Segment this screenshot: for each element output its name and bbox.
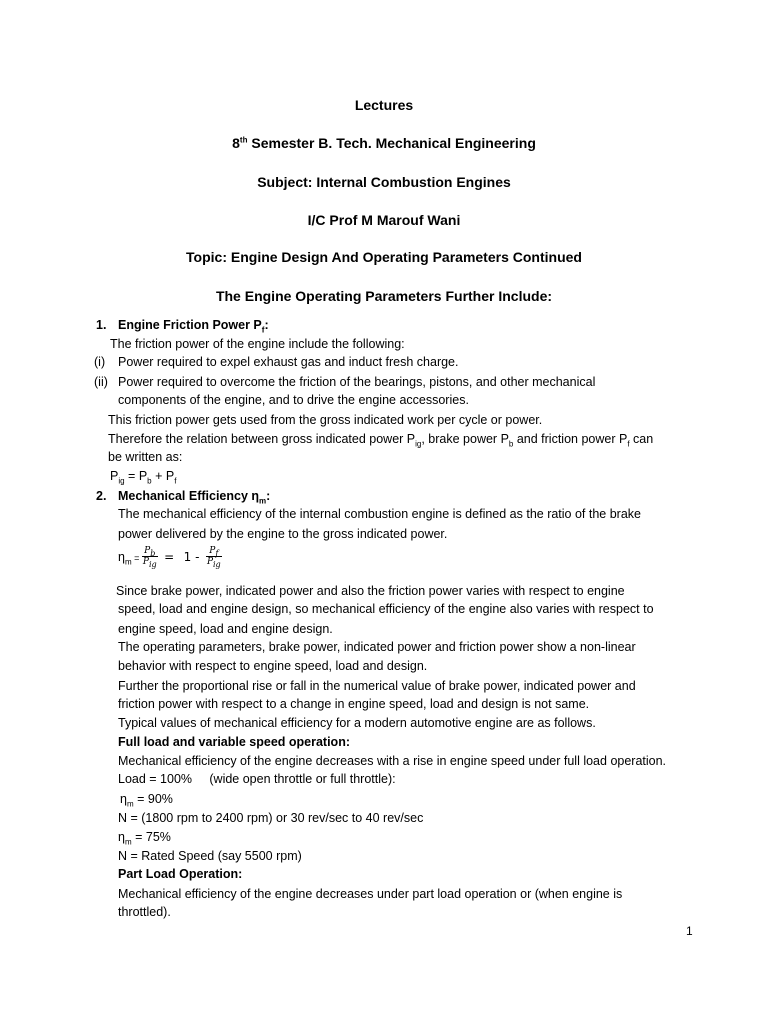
eta2-val: = 75% (131, 830, 171, 844)
since-line3: engine speed, load and engine design. (118, 622, 333, 636)
item1-sub-ii-label: (ii) (94, 375, 108, 389)
item2-title-end: : (266, 489, 271, 503)
further-line1: Further the proportional rise or fall in the numerical value of brake power, indicated power and (118, 679, 636, 693)
eq-mid: = P (124, 469, 148, 483)
formula-eta-sub: m (124, 557, 132, 566)
instructor-heading: I/C Prof M Marouf Wani (307, 212, 461, 228)
rel-a: Therefore the relation between gross indicated power P (108, 432, 416, 446)
page-number: 1 (686, 924, 693, 938)
formula-fraction-1 (142, 546, 158, 567)
eta2-sub: m (124, 837, 132, 847)
frac2-num-sub: f (215, 548, 219, 558)
frac2-denominator (206, 557, 222, 567)
eq-plus: + P (151, 469, 175, 483)
rel-sub-b: b (508, 439, 514, 449)
rel-b: , brake power P (421, 432, 509, 446)
formula-equals2: = (164, 549, 175, 564)
item2-title (118, 489, 271, 506)
item2-title-text: Mechanical Efficiency η (118, 489, 260, 503)
frac1-num-sub: b (150, 548, 156, 558)
item2-def-line2: power delivered by the engine to the gross indicated power. (118, 527, 448, 541)
full-load-desc: Mechanical efficiency of the engine decreases with a rise in engine speed under full load operation. (118, 754, 667, 768)
frac2-num: P (209, 546, 216, 556)
eta1-sym: η (120, 792, 127, 806)
eta1-sub: m (126, 799, 134, 809)
further-line2: friction power with respect to a change in engine speed, load and design is not same. (118, 697, 590, 711)
frac1-den-sub: ig (148, 559, 157, 569)
formula-one-minus: 1 - (183, 549, 200, 564)
semester-text: Semester B. Tech. Mechanical Engineering (247, 135, 536, 151)
oper-line2: behavior with respect to engine speed, load and design. (118, 659, 428, 673)
part-load-line1: Mechanical efficiency of the engine decreases under part load operation or (when engine is (118, 887, 623, 901)
part-load-line2: throttled). (118, 905, 171, 919)
eta-90-line (120, 792, 173, 809)
formula-equals1: = (131, 552, 142, 563)
item1-sub-ii-line1: Power required to overcome the friction of the bearings, pistons, and other mechanical (118, 375, 596, 389)
item1-number: 1. (96, 318, 107, 332)
eq-sub-ig: ig (118, 476, 125, 486)
rel-d: can (629, 432, 654, 446)
frac1-denominator (142, 557, 158, 567)
item1-used-line: This friction power gets used from the gross indicated work per cycle or power. (108, 413, 543, 427)
item1-title-text: Engine Friction Power P (118, 318, 262, 332)
rel-sub-ig: ig (415, 439, 422, 449)
item1-title (118, 318, 269, 335)
part-load-heading: Part Load Operation: (118, 867, 243, 881)
eta1-val: = 90% (133, 792, 173, 806)
rel-c: and friction power P (513, 432, 628, 446)
semester-number: 8 (232, 135, 240, 151)
oper-line1: The operating parameters, brake power, indicated power and friction power show a non-linear (118, 640, 636, 654)
item1-equation (110, 469, 177, 486)
item2-number: 2. (96, 489, 107, 503)
frac2-den-sub: ig (213, 559, 221, 569)
item1-relation-line (108, 432, 654, 449)
formula-fraction-2 (206, 546, 222, 567)
frac1-den: P (142, 557, 149, 567)
n2-line: N = Rated Speed (say 5500 rpm) (118, 849, 302, 863)
typical-line: Typical values of mechanical efficiency for a modern automotive engine are as follows. (118, 716, 596, 730)
formula-eta-sym: η (118, 549, 125, 564)
frac1-numerator (142, 546, 158, 557)
semester-sup: th (239, 135, 248, 145)
item2-def-line1: The mechanical efficiency of the internal combustion engine is defined as the ratio of the brake (118, 507, 641, 521)
frac2-numerator (206, 546, 222, 557)
subject-heading: Subject: Internal Combustion Engines (257, 174, 511, 190)
item1-written-as: be written as: (108, 450, 183, 464)
item1-sub-i-label: (i) (94, 355, 106, 369)
n1-line: N = (1800 rpm to 2400 rpm) or 30 rev/sec to 40 rev/sec (118, 811, 424, 825)
item1-title-sub: f (261, 325, 265, 335)
mechanical-efficiency-formula (118, 546, 222, 567)
semester-heading (0, 135, 768, 151)
since-line1: Since brake power, indicated power and also the friction power varies with respect to engine (116, 584, 625, 598)
eq-sub-f: f (174, 476, 177, 486)
item1-sub-i: Power required to expel exhaust gas and induct fresh charge. (118, 355, 459, 369)
eta-75-line (118, 830, 171, 847)
frac2-den: P (206, 557, 213, 567)
since-line2: speed, load and engine design, so mechanical efficiency of the engine also varies with respect to (118, 602, 654, 616)
eq-sub-b: b (147, 476, 152, 486)
item1-intro: The friction power of the engine include the following: (110, 337, 405, 351)
section-title: The Engine Operating Parameters Further Include: (215, 288, 553, 304)
frac1-num: P (144, 546, 151, 556)
rel-sub-f: f (627, 439, 630, 449)
formula-eta (118, 550, 142, 564)
eta2-sym: η (118, 830, 125, 844)
full-load-heading: Full load and variable speed operation: (118, 735, 350, 749)
item2-title-sub: m (259, 496, 267, 506)
topic-heading: Topic: Engine Design And Operating Parameters Continued (186, 249, 582, 265)
item1-title-end: : (264, 318, 269, 332)
load-line: Load = 100% (wide open throttle or full throttle): (118, 772, 396, 786)
lectures-heading: Lectures (354, 97, 414, 113)
item1-sub-ii-line2: components of the engine, and to drive the engine accessories. (118, 393, 469, 407)
eq-p: P (110, 469, 119, 483)
